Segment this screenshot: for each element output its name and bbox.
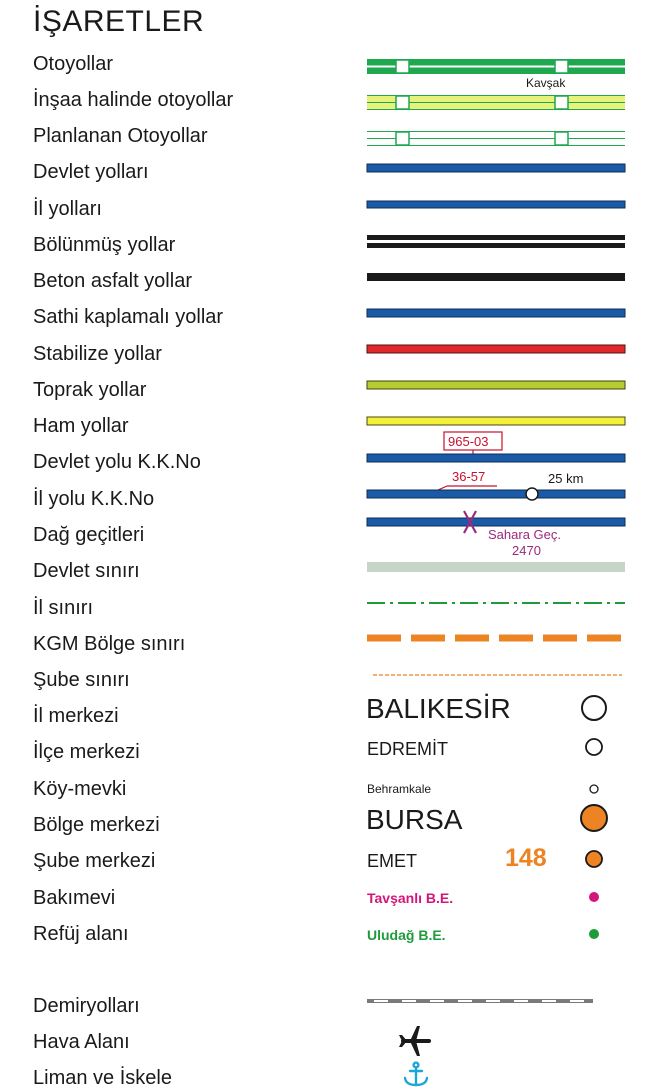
legend-label-airport: Hava Alanı <box>33 1031 130 1053</box>
legend-label-motorways-planned: Planlanan Otoyollar <box>33 125 208 147</box>
legend-label-surface-coated: Sathi kaplamalı yollar <box>33 306 224 328</box>
legend-label-district-center: İlçe merkezi <box>33 741 140 763</box>
provincial-road-no-label: 36-57 <box>452 469 486 484</box>
legend-label-motorways: Otoyollar <box>33 53 114 75</box>
divided-road-symbol <box>367 235 625 248</box>
legend-label-province-center: İl merkezi <box>33 705 119 727</box>
branch-number-example: 148 <box>505 844 547 872</box>
anchor-icon <box>405 1063 427 1085</box>
legend-label-village: Köy-mevki <box>33 778 127 800</box>
surface-coated-symbol <box>367 309 625 317</box>
maintenance-house-marker <box>589 892 599 902</box>
raw-road-symbol <box>367 417 625 425</box>
legend-label-earth-roads: Toprak yollar <box>33 379 147 401</box>
pass-name-label: Sahara Geç. <box>488 527 561 542</box>
legend-label-state-border: Devlet sınırı <box>33 560 140 582</box>
region-center-marker <box>581 805 607 831</box>
legend-label-region-center: Bölge merkezi <box>33 814 160 836</box>
legend-label-branch-center: Şube merkezi <box>33 850 156 872</box>
refuge-area-example: Uludağ B.E. <box>367 927 446 943</box>
legend-label-mountain-passes: Dağ geçitleri <box>33 524 145 546</box>
legend-label-state-road-no: Devlet yolu K.K.No <box>33 451 201 473</box>
provincial-road-number-symbol <box>367 486 625 500</box>
legend-title: İŞARETLER <box>33 5 205 38</box>
legend-label-branch-border: Şube sınırı <box>33 669 130 691</box>
provincial-road-symbol <box>367 201 625 208</box>
motorway-planned-symbol <box>367 132 625 146</box>
legend-label-provincial-road-no: İl yolu K.K.No <box>33 488 155 510</box>
legend-label-raw-roads: Ham yollar <box>33 415 129 437</box>
region-center-example: BURSA <box>366 804 463 835</box>
earth-road-symbol <box>367 381 625 389</box>
state-road-symbol <box>367 164 625 172</box>
province-center-marker <box>582 696 606 720</box>
legend-label-maintenance-house: Bakımevi <box>33 887 116 909</box>
maintenance-house-example: Tavşanlı B.E. <box>367 890 454 906</box>
legend-label-province-border: İl sınırı <box>33 597 94 619</box>
legend-label-region-border: KGM Bölge sınırı <box>33 633 186 655</box>
legend-label-concrete-asphalt: Beton asfalt yollar <box>33 270 192 292</box>
state-border-symbol <box>367 562 625 572</box>
legend-label-divided-roads: Bölünmüş yollar <box>33 234 176 256</box>
railway-symbol <box>367 999 593 1003</box>
legend-label-port: Liman ve İskele <box>33 1067 172 1089</box>
legend-label-state-roads: Devlet yolları <box>33 161 149 183</box>
distance-label: 25 km <box>548 471 584 486</box>
legend-label-motorways-construction: İnşaa halinde otoyollar <box>33 89 234 111</box>
airplane-icon <box>399 1026 431 1056</box>
refuge-area-marker <box>589 929 599 939</box>
state-road-number-symbol <box>367 432 625 462</box>
village-example: Behramkale <box>367 782 432 796</box>
junction-label: Kavşak <box>526 76 566 90</box>
branch-center-example: EMET <box>367 851 418 871</box>
district-center-marker <box>586 739 602 755</box>
legend-label-provincial-roads: İl yolları <box>33 198 102 220</box>
pass-altitude-label: 2470 <box>512 543 541 558</box>
motorway-construction-symbol <box>367 95 625 110</box>
legend-label-railways: Demiryolları <box>33 995 140 1017</box>
stabilized-symbol <box>367 345 625 353</box>
branch-center-marker <box>586 851 602 867</box>
legend-label-refuge-area: Refüj alanı <box>33 923 129 945</box>
concrete-asphalt-symbol <box>367 273 625 281</box>
district-center-example: EDREMİT <box>367 739 448 759</box>
state-road-no-label: 965-03 <box>448 434 489 449</box>
province-center-example: BALIKESİR <box>366 693 511 724</box>
village-marker <box>590 785 598 793</box>
legend-label-stabilized: Stabilize yollar <box>33 343 162 365</box>
motorway-symbol <box>367 59 625 74</box>
